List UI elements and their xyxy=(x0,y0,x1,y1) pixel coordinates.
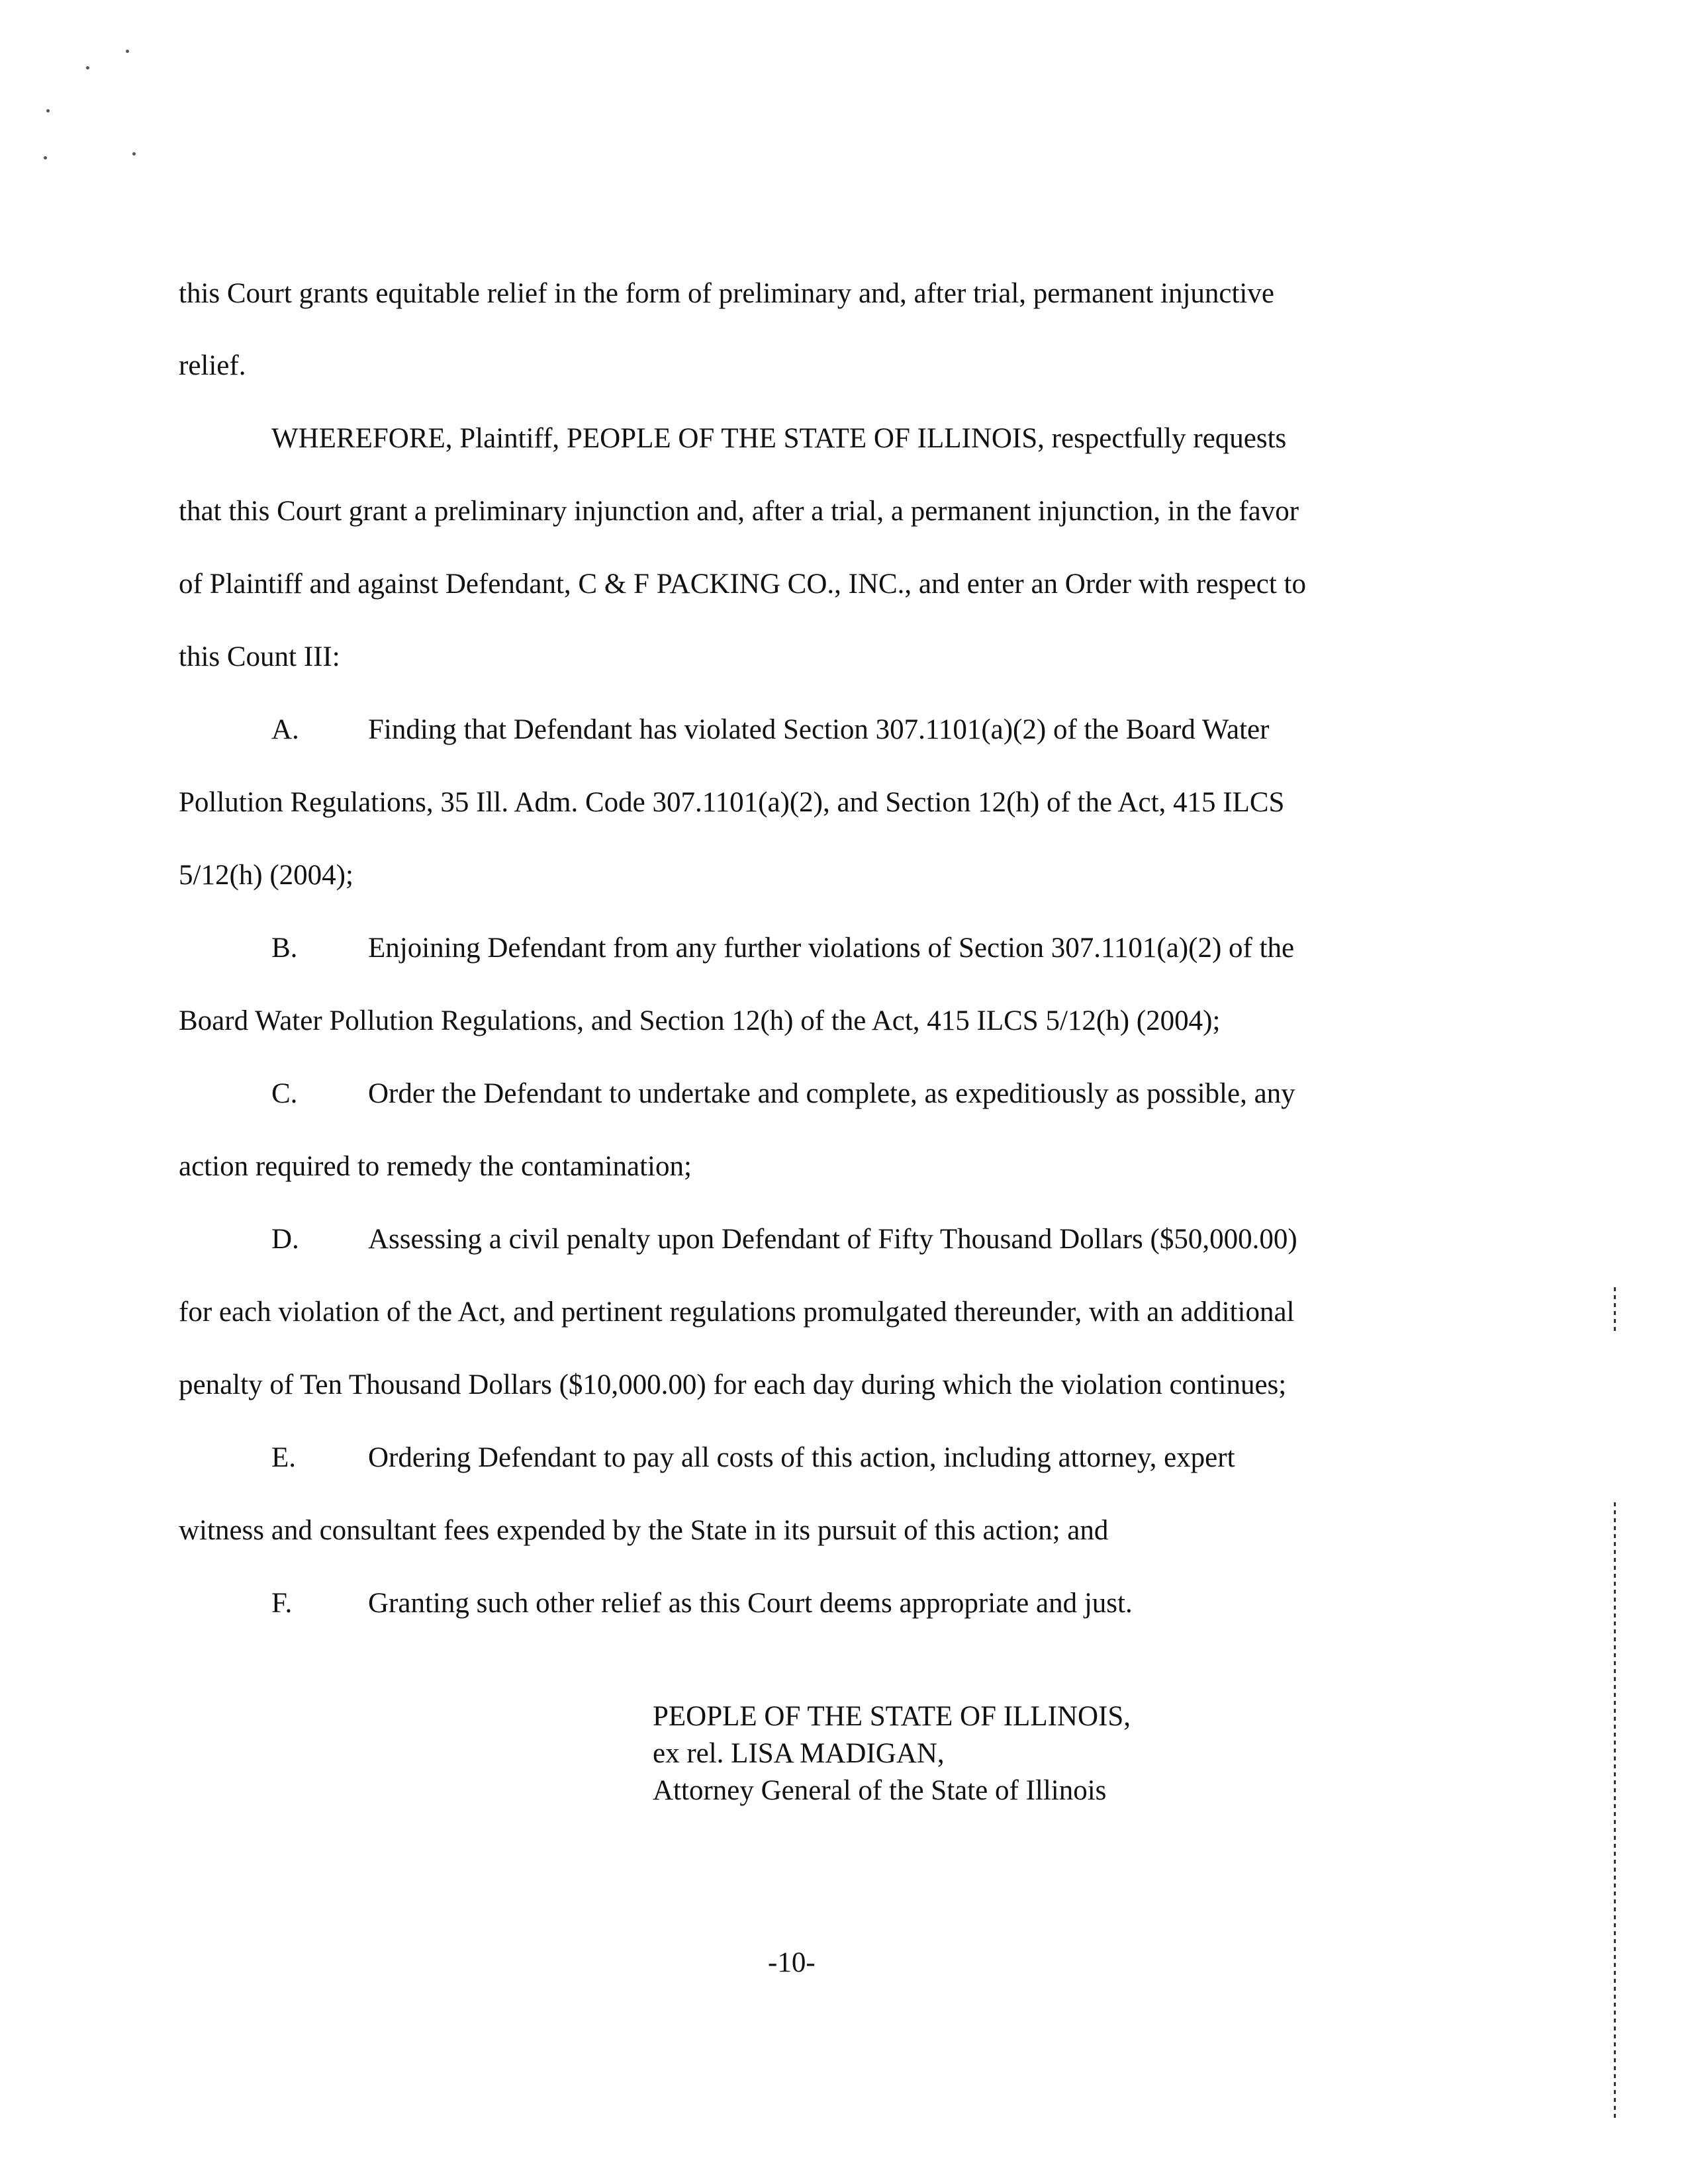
body-line-2: relief. xyxy=(179,350,246,381)
scan-speck xyxy=(86,66,89,69)
item-d-line-1: Assessing a civil penalty upon Defendant of Fifty Thousand Dollars ($50,000.00) xyxy=(368,1224,1297,1255)
item-c-letter: C. xyxy=(271,1078,298,1109)
item-d-line-3: penalty of Ten Thousand Dollars ($10,000.00) for each day during which the violation continues; xyxy=(179,1369,1287,1400)
page-number: -10- xyxy=(768,1947,816,1978)
item-a-letter: A. xyxy=(271,714,299,745)
item-f-letter: F. xyxy=(271,1588,293,1619)
item-b-letter: B. xyxy=(271,933,298,964)
item-a-line-1: Finding that Defendant has violated Section 307.1101(a)(2) of the Board Water xyxy=(368,714,1270,745)
scan-edge-mark xyxy=(1614,1287,1616,1334)
scan-speck xyxy=(46,109,50,113)
item-d-line-2: for each violation of the Act, and pertinent regulations promulgated thereunder, with an additional xyxy=(179,1297,1295,1328)
item-e-letter: E. xyxy=(271,1442,297,1473)
wherefore-line: WHEREFORE, Plaintiff, PEOPLE OF THE STATE OF ILLINOIS, respectfully requests xyxy=(271,423,1287,454)
scan-speck xyxy=(44,156,47,159)
scan-speck xyxy=(126,50,129,53)
item-b-line-1: Enjoining Defendant from any further violations of Section 307.1101(a)(2) of the xyxy=(368,933,1295,964)
item-b-line-2: Board Water Pollution Regulations, and Section 12(h) of the Act, 415 ILCS 5/12(h) (2004); xyxy=(179,1005,1221,1036)
item-c-line-1: Order the Defendant to undertake and complete, as expeditiously as possible, any xyxy=(368,1078,1295,1109)
body-line-6: this Count III: xyxy=(179,641,340,672)
item-e-line-2: witness and consultant fees expended by the State in its pursuit of this action; and xyxy=(179,1515,1109,1546)
body-line-5: of Plaintiff and against Defendant, C & F PACKING CO., INC., and enter an Order with respect to xyxy=(179,569,1306,600)
signature-line-1: PEOPLE OF THE STATE OF ILLINOIS, xyxy=(653,1701,1131,1732)
item-a-line-3: 5/12(h) (2004); xyxy=(179,860,353,891)
signature-line-3: Attorney General of the State of Illinois xyxy=(653,1775,1107,1806)
item-d-letter: D. xyxy=(271,1224,299,1255)
body-line-4: that this Court grant a preliminary injunction and, after a trial, a permanent injunction, in the favor xyxy=(179,496,1299,527)
item-a-line-2: Pollution Regulations, 35 Ill. Adm. Code 307.1101(a)(2), and Section 12(h) of the Act, 415 ILCS xyxy=(179,787,1285,818)
scan-speck xyxy=(132,152,136,156)
item-e-line-1: Ordering Defendant to pay all costs of this action, including attorney, expert xyxy=(368,1442,1235,1473)
signature-line-2: ex rel. LISA MADIGAN, xyxy=(653,1738,945,1769)
item-f-line-1: Granting such other relief as this Court deems appropriate and just. xyxy=(368,1588,1133,1619)
item-c-line-2: action required to remedy the contamination; xyxy=(179,1151,692,1182)
body-line-1: this Court grants equitable relief in the form of preliminary and, after trial, permanent injunctive xyxy=(179,278,1274,309)
scan-edge-mark xyxy=(1614,1502,1616,2118)
